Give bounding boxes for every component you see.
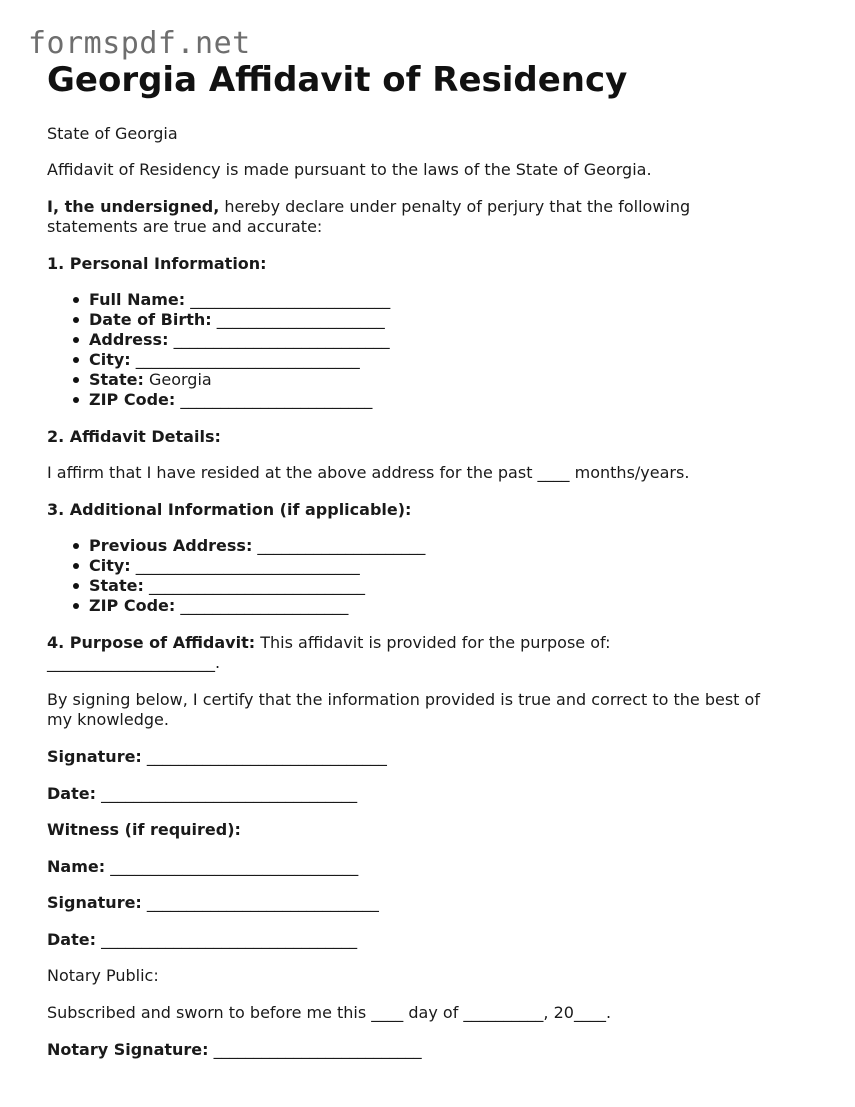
field-label: ZIP Code: (89, 390, 176, 409)
field-value: _____________________ (211, 310, 385, 329)
witness-name-label: Name: (47, 857, 106, 876)
declaration-line2: statements are true and accurate: (47, 217, 323, 236)
section2-text: I affirm that I have resided at the above address for the past ____ months/years. (47, 463, 690, 482)
field-label: Previous Address: (89, 536, 253, 555)
list-item (73, 596, 425, 616)
signature-label: Signature: (47, 747, 142, 766)
field-value: _________________________ (185, 290, 391, 309)
witness-date-label: Date: (47, 930, 96, 949)
section4-text: This affidavit is provided for the purpose of: (255, 633, 611, 652)
witness-name-value: _______________________________ (105, 857, 359, 876)
witness-signature-label: Signature: (47, 893, 142, 912)
field-value: ___________________________ (143, 576, 365, 595)
notary-public-label: Notary Public: (47, 966, 159, 985)
field-value: _____________________ (252, 536, 426, 555)
witness-date-value: ________________________________ (95, 930, 358, 949)
list-item (73, 576, 425, 596)
document-page (47, 58, 817, 1059)
personal-info-list (73, 290, 390, 410)
state-line: State of Georgia (47, 124, 178, 143)
field-label: City: (89, 350, 131, 369)
list-item (73, 556, 425, 576)
section4 (47, 633, 610, 653)
list-item (73, 390, 390, 410)
section4-heading: 4. Purpose of Affidavit: (47, 633, 256, 652)
field-label: State: (89, 576, 144, 595)
list-item (73, 536, 425, 556)
signature-value: ______________________________ (141, 747, 387, 766)
notary-signature-line (47, 1040, 422, 1060)
notary-signature-value: __________________________ (208, 1040, 422, 1059)
field-label: ZIP Code: (89, 596, 176, 615)
section1-heading: 1. Personal Information: (47, 254, 267, 273)
sworn-text: Subscribed and sworn to before me this ____ day of __________, 20____. (47, 1003, 612, 1022)
field-value: ___________________________ (168, 330, 390, 349)
witness-name-line (47, 857, 358, 877)
field-value: ____________________________ (130, 350, 360, 369)
witness-signature-value: _____________________________ (141, 893, 379, 912)
notary-signature-label: Notary Signature: (47, 1040, 209, 1059)
list-item (73, 290, 390, 310)
watermark: formspdf.net (28, 26, 251, 61)
list-item (73, 370, 390, 390)
witness-heading: Witness (if required): (47, 820, 241, 839)
certify-line2: my knowledge. (47, 710, 169, 729)
field-value: ________________________ (175, 390, 373, 409)
declaration-bold: I, the undersigned, (47, 197, 220, 216)
page-title: Georgia Affidavit of Residency (47, 60, 628, 100)
section4-line2: _____________________. (47, 653, 221, 672)
list-item (73, 310, 390, 330)
field-value: Georgia (143, 370, 212, 389)
date-line (47, 784, 357, 804)
list-item (73, 330, 390, 350)
field-label: Full Name: (89, 290, 186, 309)
field-value: _____________________ (175, 596, 349, 615)
declaration-text: hereby declare under penalty of perjury that the following (219, 197, 691, 216)
signature-line (47, 747, 387, 767)
field-label: Date of Birth: (89, 310, 212, 329)
field-label: City: (89, 556, 131, 575)
list-item (73, 350, 390, 370)
date-label: Date: (47, 784, 96, 803)
section3-heading: 3. Additional Information (if applicable): (47, 500, 412, 519)
certify-line1: By signing below, I certify that the information provided is true and correct to the best of (47, 690, 760, 709)
field-label: State: (89, 370, 144, 389)
witness-date-line (47, 930, 357, 950)
section2-heading: 2. Affidavit Details: (47, 427, 221, 446)
field-value: ____________________________ (130, 556, 360, 575)
witness-signature-line (47, 893, 379, 913)
additional-info-list (73, 536, 425, 616)
field-label: Address: (89, 330, 169, 349)
intro-text: Affidavit of Residency is made pursuant to the laws of the State of Georgia. (47, 160, 652, 179)
declaration (47, 197, 690, 217)
date-value: ________________________________ (95, 784, 358, 803)
